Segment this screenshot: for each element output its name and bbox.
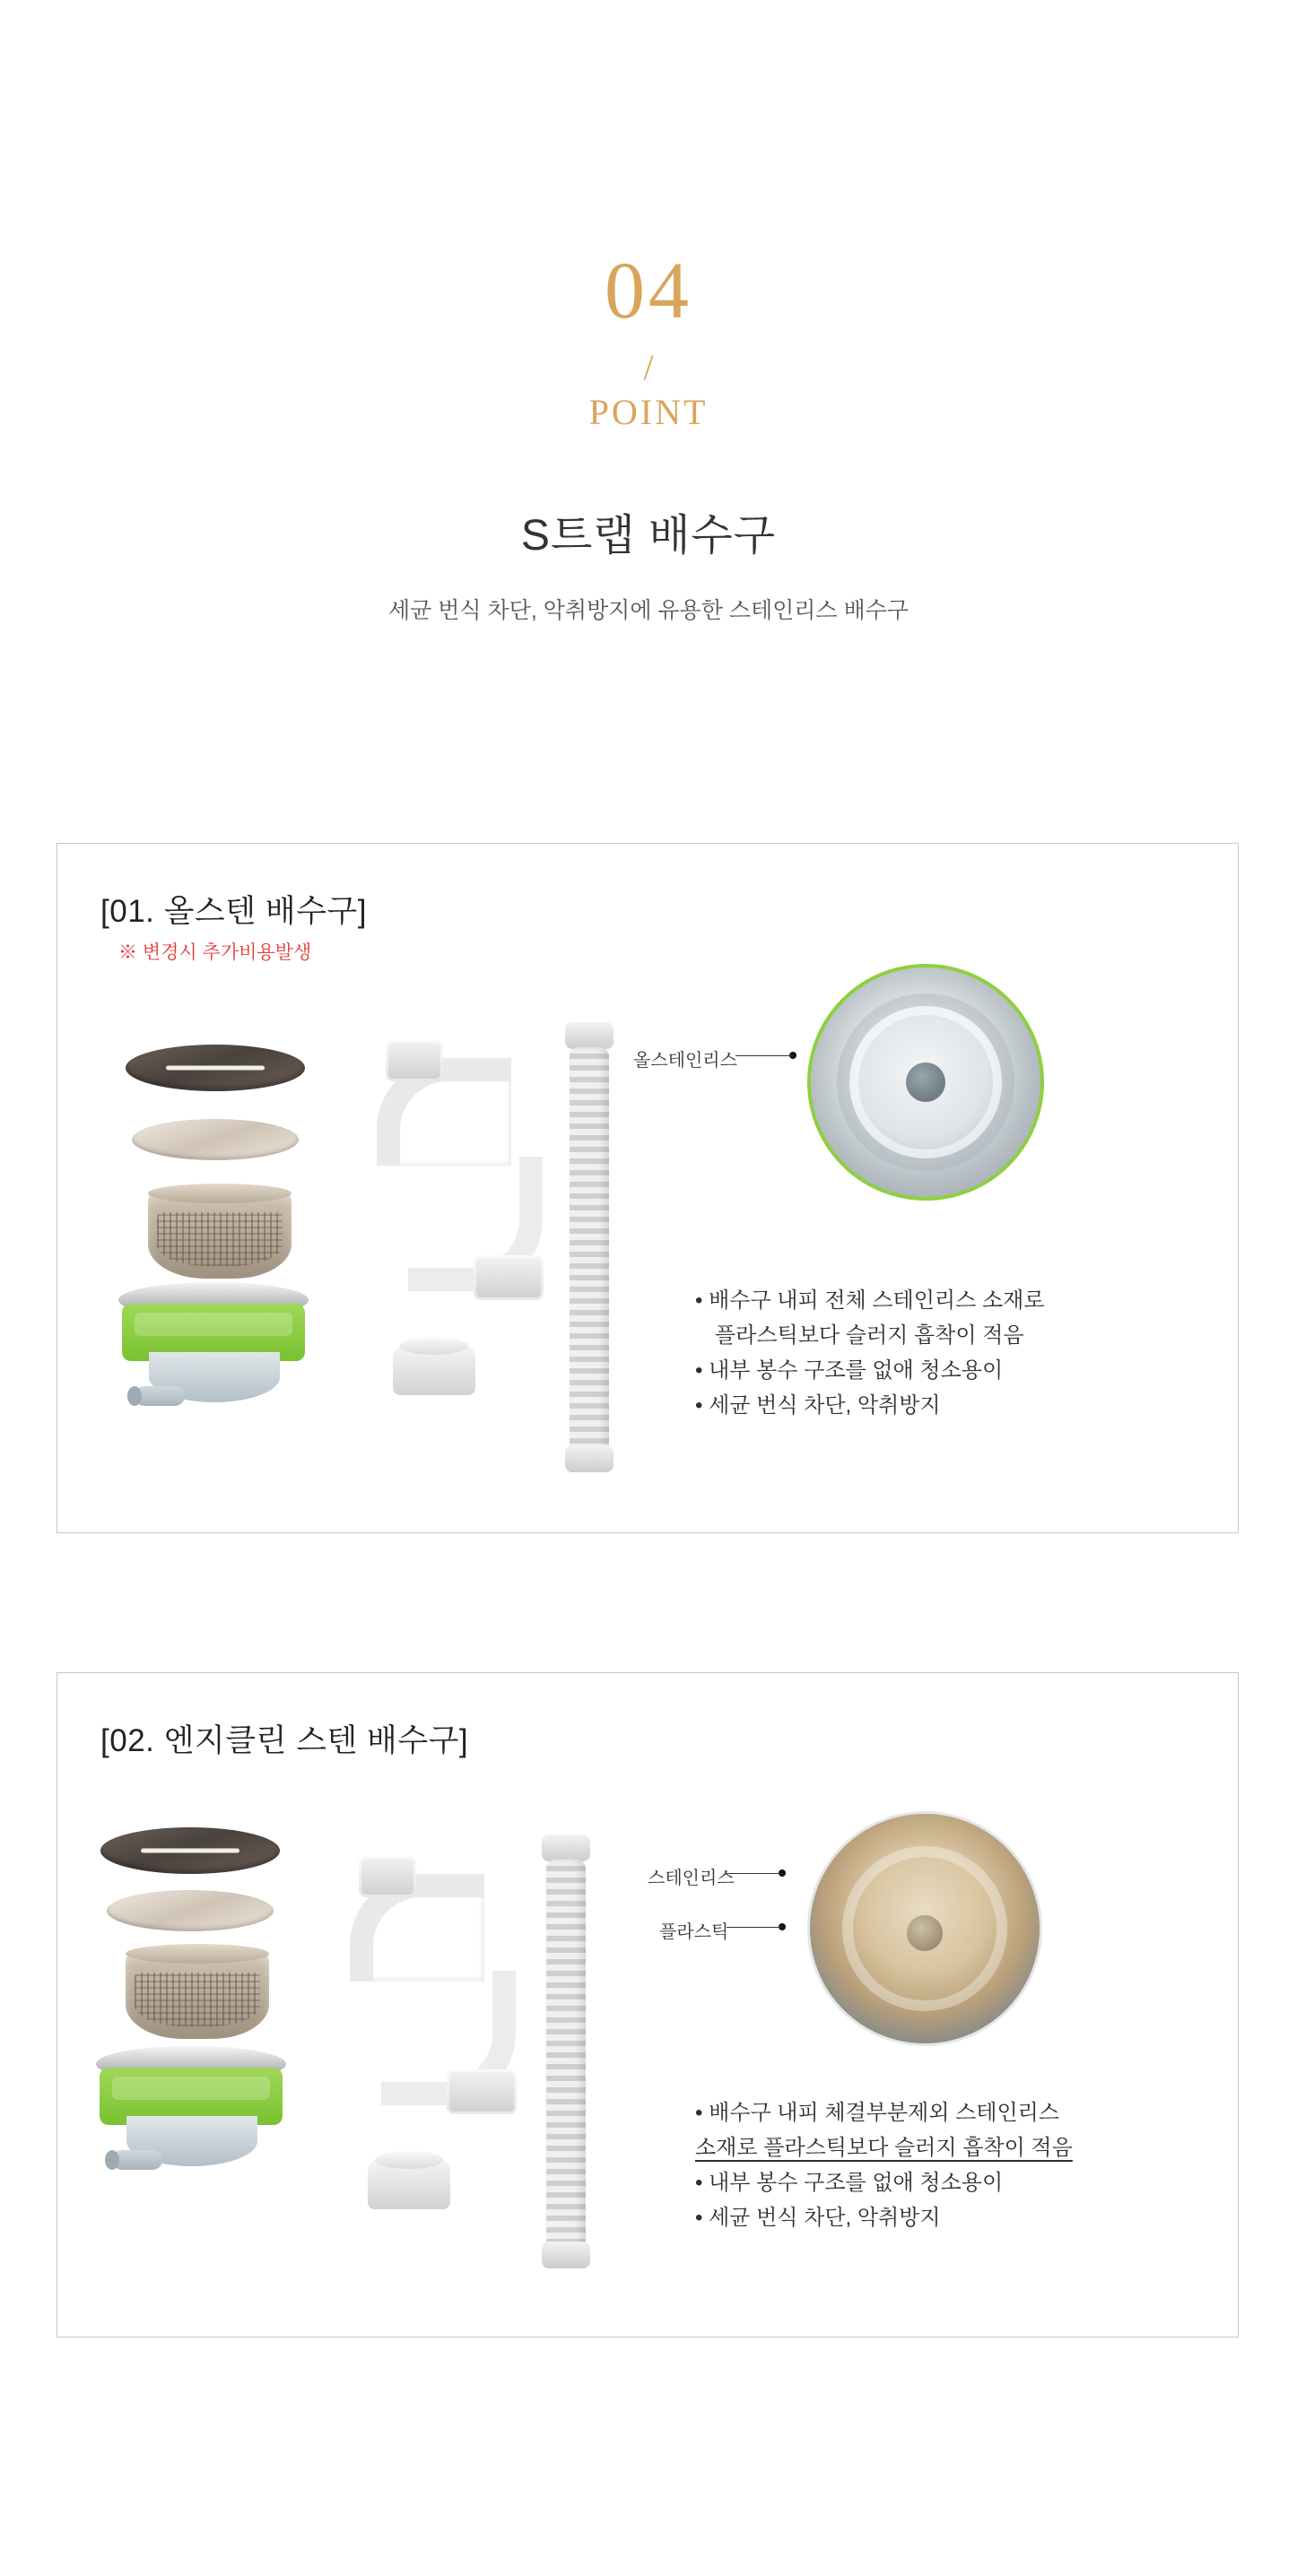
page-title: S트랩 배수구	[520, 512, 777, 559]
bullet-line: • 내부 봉수 구조를 없애 청소용이	[695, 1357, 1004, 1383]
product-photo-engiclean	[807, 1811, 1042, 2046]
hose-collar-top-icon	[565, 1022, 614, 1049]
point-label: POINT	[588, 392, 709, 432]
hose-collar-bottom-icon	[565, 1445, 614, 1472]
bullet-line: • 세균 번식 차단, 악취방지	[695, 2205, 941, 2230]
callout-label-plastic: 플라스틱	[659, 1922, 729, 1942]
flexible-hose-icon	[546, 1860, 586, 2254]
page-header	[0, 0, 1297, 625]
hose-collar-bottom-icon	[542, 2242, 590, 2268]
drain-ring-icon	[107, 1890, 274, 1931]
trap-cap-icon	[393, 1345, 475, 1395]
page-subtitle: 세균 번식 차단, 악취방지에 유용한 스테인리스 배수구	[388, 598, 909, 623]
section-bullets-1	[695, 1284, 1045, 1424]
callout-label-stainless: 스테인리스	[648, 1869, 735, 1888]
s-trap-outlet-nut-icon	[447, 2069, 517, 2114]
strainer-basket-icon	[126, 1953, 269, 2039]
point-divider-slash: /	[643, 347, 654, 387]
flexible-hose-icon	[570, 1047, 609, 1460]
drain-body-icon	[96, 2046, 286, 2181]
s-trap-outlet-nut-icon	[474, 1255, 544, 1300]
cover-slot	[166, 1066, 265, 1071]
basket-mesh	[157, 1212, 283, 1266]
callout-line	[736, 1055, 793, 1056]
callout-label-all-stainless: 올스테인리스	[633, 1051, 737, 1071]
drain-cover-icon	[126, 1045, 305, 1091]
cap-nut-icon	[386, 1040, 443, 1081]
drain-cover-icon	[100, 1827, 280, 1874]
hose-collar-top-icon	[542, 1834, 590, 1861]
bullet-line: • 배수구 내피 전체 스테인리스 소재로	[695, 1288, 1045, 1313]
section-note: ※ 변경시 추가비용발생	[118, 942, 312, 963]
photo-inner-ring	[849, 1006, 1002, 1158]
section-title: [01. 올스텐 배수구]	[100, 894, 367, 929]
cover-slot	[141, 1849, 239, 1853]
strainer-basket-icon	[148, 1193, 292, 1279]
photo-inner-ring	[842, 1846, 1007, 2011]
drain-body-icon	[118, 1282, 309, 1417]
bullet-line: 소재로 플라스틱보다 슬러지 흡착이 적음	[695, 2135, 1073, 2160]
section-title: [02. 엔지클린 스텐 배수구]	[100, 1723, 469, 1758]
trap-cap-icon	[368, 2159, 450, 2209]
bullet-line: • 배수구 내피 체결부분제외 스테인리스	[695, 2101, 1060, 2125]
bullet-line: • 세균 번식 차단, 악취방지	[695, 1392, 941, 1418]
basket-mesh	[135, 1973, 260, 2026]
drain-body-spout	[112, 2150, 162, 2170]
section-bullets-2	[695, 2096, 1073, 2236]
bullet-line: 플라스틱보다 슬러지 흡착이 적음	[715, 1323, 1024, 1348]
bullet-line: • 내부 봉수 구조를 없애 청소용이	[695, 2170, 1004, 2195]
point-number: 04	[605, 247, 692, 335]
drain-body-spout	[135, 1386, 185, 1406]
callout-line	[727, 1927, 782, 1928]
callout-line	[727, 1873, 782, 1874]
cap-nut-icon	[359, 1856, 416, 1897]
drain-ring-icon	[132, 1119, 299, 1160]
product-photo-all-stainless	[807, 964, 1044, 1201]
